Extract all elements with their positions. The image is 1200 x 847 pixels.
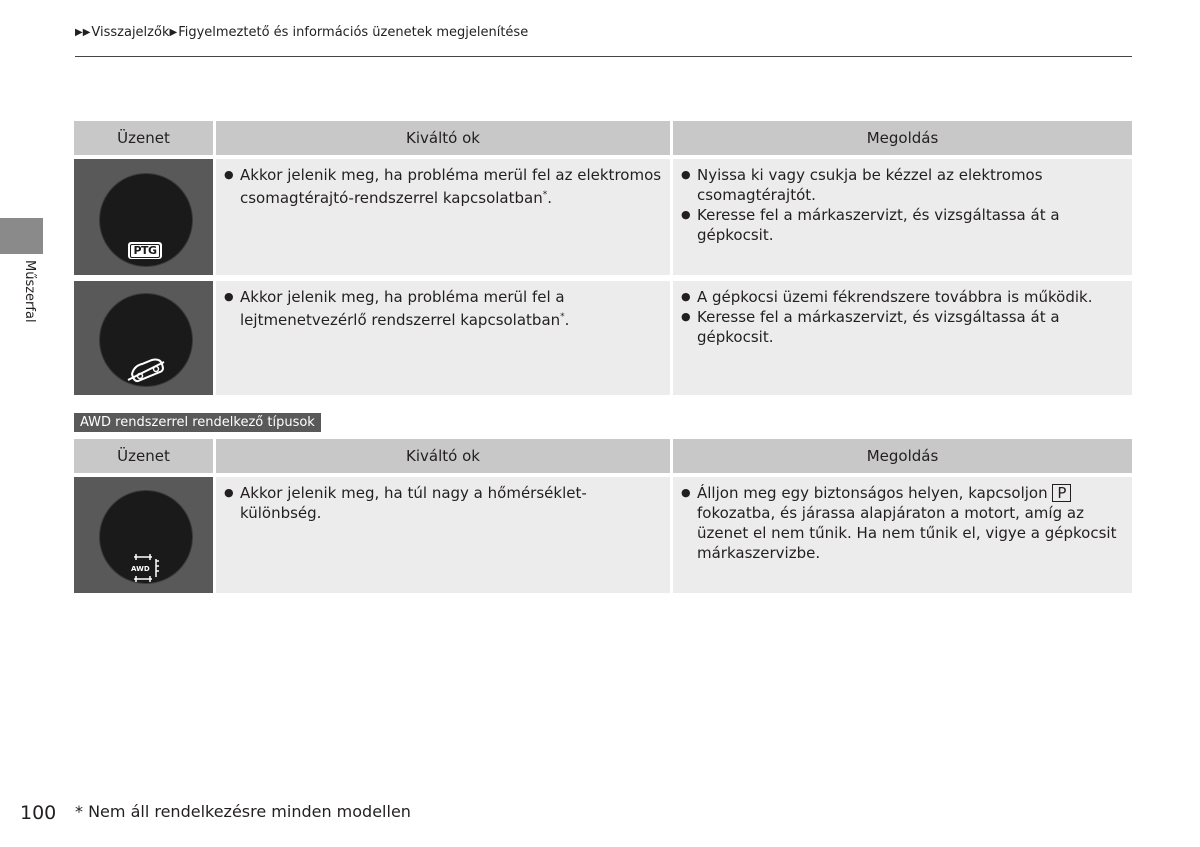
hill-descent-icon <box>100 294 192 386</box>
svg-text:AWD: AWD <box>131 565 150 573</box>
solution-cell <box>673 281 1132 401</box>
awd-models-label: AWD rendszerrel rendelkező típusok <box>74 413 321 432</box>
message-icon-cell <box>74 281 216 401</box>
message-icon-cell <box>74 159 216 281</box>
ptg-icon <box>100 174 192 266</box>
section-label: Műszerfal <box>22 260 37 323</box>
header-solution: Megoldás <box>673 121 1132 159</box>
hill-descent-glyph <box>100 294 192 386</box>
list-item: ● Akkor jelenik meg, ha túl nagy a hőmérséklet-különbség. <box>222 483 664 523</box>
list-item: ● Akkor jelenik meg, ha probléma merül fel a lejtmenetvezérlő rendszerrel kapcsolatban*. <box>222 287 664 330</box>
section-tab-marker <box>0 218 43 254</box>
message-table-awd <box>74 439 1132 599</box>
message-icon-cell <box>74 477 216 599</box>
list-item: ● Álljon meg egy biztonságos helyen, kapcsoljon P fokozatba, és járassa alapjáraton a motort, amíg az üzenet el nem tűnik. Ha nem tűnik el, vigye a gépkocsit márkaszervizbe. <box>679 483 1126 563</box>
awd-temperature-icon <box>100 491 192 583</box>
list-item: ● Keresse fel a márkaszervizt, és vizsgáltassa át a gépkocsit. <box>679 307 1126 347</box>
breadcrumb-item-2[interactable]: Figyelmeztető és információs üzenetek megjelenítése <box>178 25 529 40</box>
arrow-icon: ▶ <box>169 27 178 38</box>
list-item: ● A gépkocsi üzemi fékrendszere továbbra is működik. <box>679 287 1126 307</box>
double-arrow-icon: ▶▶ <box>75 27 91 38</box>
message-table-general <box>74 121 1132 401</box>
solution-cell <box>673 477 1132 599</box>
cause-cell <box>216 159 673 281</box>
table-header-row <box>74 121 1132 159</box>
header-message: Üzenet <box>74 121 216 159</box>
page-number: 100 <box>20 802 57 824</box>
list-item: ● Akkor jelenik meg, ha probléma merül fel az elektromos csomagtérajtó-rendszerrel kapcsolatban*. <box>222 165 664 208</box>
header-message: Üzenet <box>74 439 216 477</box>
awd-glyph <box>100 491 192 583</box>
list-item: ● Nyissa ki vagy csukja be kézzel az elektromos csomagtérajtót. <box>679 165 1126 205</box>
breadcrumb <box>75 25 528 40</box>
table-header-row <box>74 439 1132 477</box>
cause-cell <box>216 477 673 599</box>
ptg-badge: PTG <box>128 242 162 259</box>
table-row <box>74 159 1132 281</box>
header-solution: Megoldás <box>673 439 1132 477</box>
header-cause: Kiváltó ok <box>216 439 673 477</box>
breadcrumb-item-1[interactable]: Visszajelzők <box>91 25 170 40</box>
solution-cell <box>673 159 1132 281</box>
gear-p-indicator: P <box>1052 484 1071 502</box>
table-row <box>74 281 1132 401</box>
table-row <box>74 477 1132 599</box>
header-cause: Kiváltó ok <box>216 121 673 159</box>
footnote: * Nem áll rendelkezésre minden modellen <box>75 802 411 821</box>
list-item: ● Keresse fel a márkaszervizt, és vizsgáltassa át a gépkocsit. <box>679 205 1126 245</box>
cause-cell <box>216 281 673 401</box>
header-rule <box>75 56 1132 57</box>
